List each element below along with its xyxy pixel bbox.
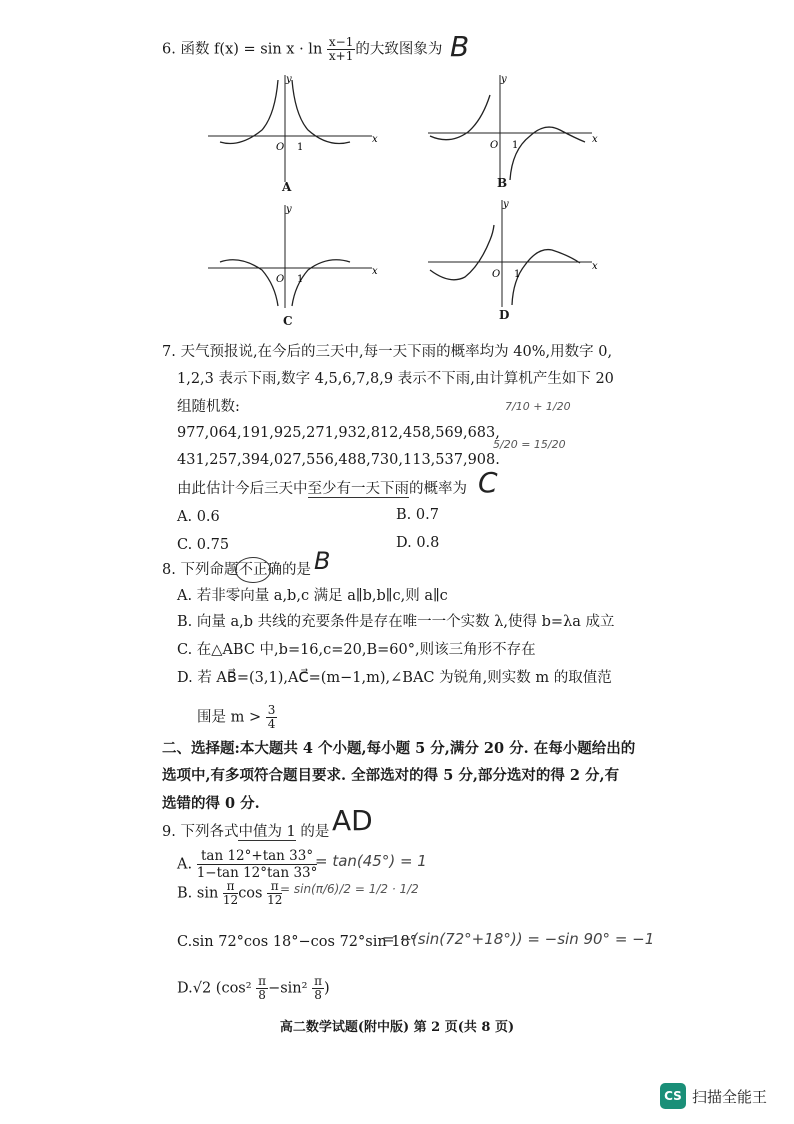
frac-den: 12 xyxy=(267,893,283,907)
q6-stem xyxy=(162,36,442,63)
camscanner-watermark xyxy=(660,1083,767,1109)
q8-option-d: D. 若 AB⃗=(3,1),AC⃗=(m−1,m),∠BAC 为锐角,则实数 m 的取值范 xyxy=(177,670,612,686)
q9-b-label: B. xyxy=(177,885,193,902)
graph-a-label: A xyxy=(282,180,292,194)
q9-b-sin: sin xyxy=(196,885,219,902)
q9-stem xyxy=(162,823,329,841)
graph-c-label: C xyxy=(283,314,293,328)
q7-numbers-2: 431,257,394,027,556,488,730,113,537,908. xyxy=(177,452,500,468)
q9-d-label: D. xyxy=(177,980,193,997)
svg-text:1: 1 xyxy=(514,269,521,280)
q9-d-cos: √2 (cos² xyxy=(192,980,252,997)
q9-d-frac2 xyxy=(312,975,324,1002)
frac-num: π xyxy=(267,880,282,894)
q6-frac-num: x−1 xyxy=(328,35,354,49)
svg-text:y: y xyxy=(286,74,292,85)
q8-circle-mark xyxy=(235,557,271,583)
frac-den: 8 xyxy=(258,988,266,1002)
q6-fraction xyxy=(327,36,355,63)
q9-c-label: C. xyxy=(177,934,193,950)
page-footer: 高二数学试题(附中版) 第 2 页(共 8 页) xyxy=(279,1020,515,1035)
q9-a-note: = tan(45°) = 1 xyxy=(315,852,427,870)
q6-answer-mark: B xyxy=(450,30,470,63)
q6-graph-b xyxy=(420,70,600,190)
q9-b-frac1 xyxy=(223,880,238,907)
frac-den: 1−tan 12°tan 33° xyxy=(196,865,318,881)
svg-text:1: 1 xyxy=(512,140,519,151)
q9-b-note: = sin(π/6)/2 = 1/2 · 1/2 xyxy=(280,882,419,896)
q9-c-note: = −(sin(72°+18°)) = −sin 90° = −1 xyxy=(382,930,655,948)
q7-option-a: A. 0.6 xyxy=(177,509,220,525)
q7-question xyxy=(177,480,467,498)
q8-option-b: B. 向量 a,b 共线的充要条件是存在唯一一个实数 λ,使得 b=λa 成立 xyxy=(177,614,615,630)
q6-graph-d xyxy=(420,195,600,310)
q8-answer-mark: B xyxy=(314,547,331,575)
svg-text:x: x xyxy=(592,261,598,272)
q9-c-expr: sin 72°cos 18°−cos 72°sin 18° xyxy=(192,934,417,950)
q9-answer-mark: AD xyxy=(332,804,373,837)
q7-option-b: B. 0.7 xyxy=(396,507,439,523)
q8-d2-text: 围是 m > xyxy=(197,709,262,726)
q9-option-c xyxy=(177,933,417,951)
svg-text:O: O xyxy=(276,142,285,153)
frac-den: 12 xyxy=(222,893,239,907)
svg-text:y: y xyxy=(503,199,509,210)
q6-graph-a xyxy=(200,70,380,190)
q9-d-sin: −sin² xyxy=(268,980,308,997)
frac-num: π xyxy=(223,880,238,894)
q7-note-2: 5/20 = 15/20 xyxy=(493,438,566,451)
frac-num: 3 xyxy=(267,703,276,717)
q6-graph-c xyxy=(200,200,380,310)
camscanner-logo-icon: CS xyxy=(660,1083,686,1109)
q7-question-pre: 由此估计今后三天中 xyxy=(177,481,308,497)
q6-frac-den: x+1 xyxy=(328,49,354,63)
section2-line2: 选项中,有多项符合题目要求. 全部选对的得 5 分,部分选对的得 2 分,有 xyxy=(162,767,620,784)
q6-suffix: 的大致图象为 xyxy=(355,41,443,58)
q9-stem-post: 的是 xyxy=(295,824,330,840)
frac-num: tan 12°+tan 33° xyxy=(197,848,318,865)
q9-a-fraction xyxy=(197,848,318,881)
q9-option-a xyxy=(177,848,317,881)
q7-question-post: 的概率为 xyxy=(409,481,467,497)
q7-line3: 组随机数: xyxy=(177,399,240,415)
frac-num: π xyxy=(258,974,267,988)
svg-text:x: x xyxy=(372,266,378,277)
q7-numbers-1: 977,064,191,925,271,932,812,458,569,683, xyxy=(177,425,500,441)
section2-line3: 选错的得 0 分. xyxy=(162,795,260,812)
q7-answer-mark: C xyxy=(478,466,498,499)
q8-option-c: C. 在△ABC 中,b=16,c=20,B=60°,则该三角形不存在 xyxy=(177,642,536,658)
svg-text:x: x xyxy=(372,134,378,145)
q9-d-frac1 xyxy=(256,975,268,1002)
q9-d-close: ) xyxy=(323,980,330,997)
q9-stem-pre: 9. 下列各式 xyxy=(162,824,239,840)
svg-text:1: 1 xyxy=(297,274,304,285)
svg-text:y: y xyxy=(286,204,292,215)
svg-text:1: 1 xyxy=(297,142,304,153)
q7-line2: 1,2,3 表示下雨,数字 4,5,6,7,8,9 表示不下雨,由计算机产生如下 20 xyxy=(177,371,614,387)
section2-line1: 二、选择题:本大题共 4 个小题,每小题 5 分,满分 20 分. 在每小题给出的 xyxy=(162,740,636,757)
frac-den: 8 xyxy=(314,988,322,1002)
q6-prefix: 6. 函数 f(x) = sin x · ln xyxy=(162,41,323,58)
q9-a-label: A. xyxy=(177,856,193,873)
q7-option-c: C. 0.75 xyxy=(177,537,230,553)
svg-text:x: x xyxy=(592,134,598,145)
q7-option-d: D. 0.8 xyxy=(396,535,440,551)
q8-stem: 8. 下列命题不正确的是 xyxy=(162,562,311,578)
svg-text:O: O xyxy=(492,269,501,280)
q7-question-underlined: 至少有一天下雨 xyxy=(307,481,409,497)
q9-option-b xyxy=(177,880,282,907)
q7-note-1: 7/10 + 1/20 xyxy=(505,400,571,413)
q9-option-d xyxy=(177,975,330,1002)
q7-line1: 7. 天气预报说,在今后的三天中,每一天下雨的概率均为 40%,用数字 0, xyxy=(162,344,613,360)
camscanner-text: 扫描全能王 xyxy=(692,1087,768,1106)
graph-d-label: D xyxy=(499,308,510,322)
q9-stem-underlined: 中值为 1 xyxy=(238,824,296,840)
svg-text:O: O xyxy=(490,140,499,151)
svg-text:y: y xyxy=(501,74,507,85)
svg-text:O: O xyxy=(276,274,285,285)
q8-d2-fraction xyxy=(266,704,278,731)
q9-b-cos: cos xyxy=(238,885,263,902)
frac-num: π xyxy=(314,974,322,988)
frac-den: 4 xyxy=(267,717,276,731)
q8-option-a: A. 若非零向量 a,b,c 满足 a∥b,b∥c,则 a∥c xyxy=(177,588,448,604)
graph-b-label: B xyxy=(497,176,508,190)
q8-option-d-cont xyxy=(197,704,277,731)
